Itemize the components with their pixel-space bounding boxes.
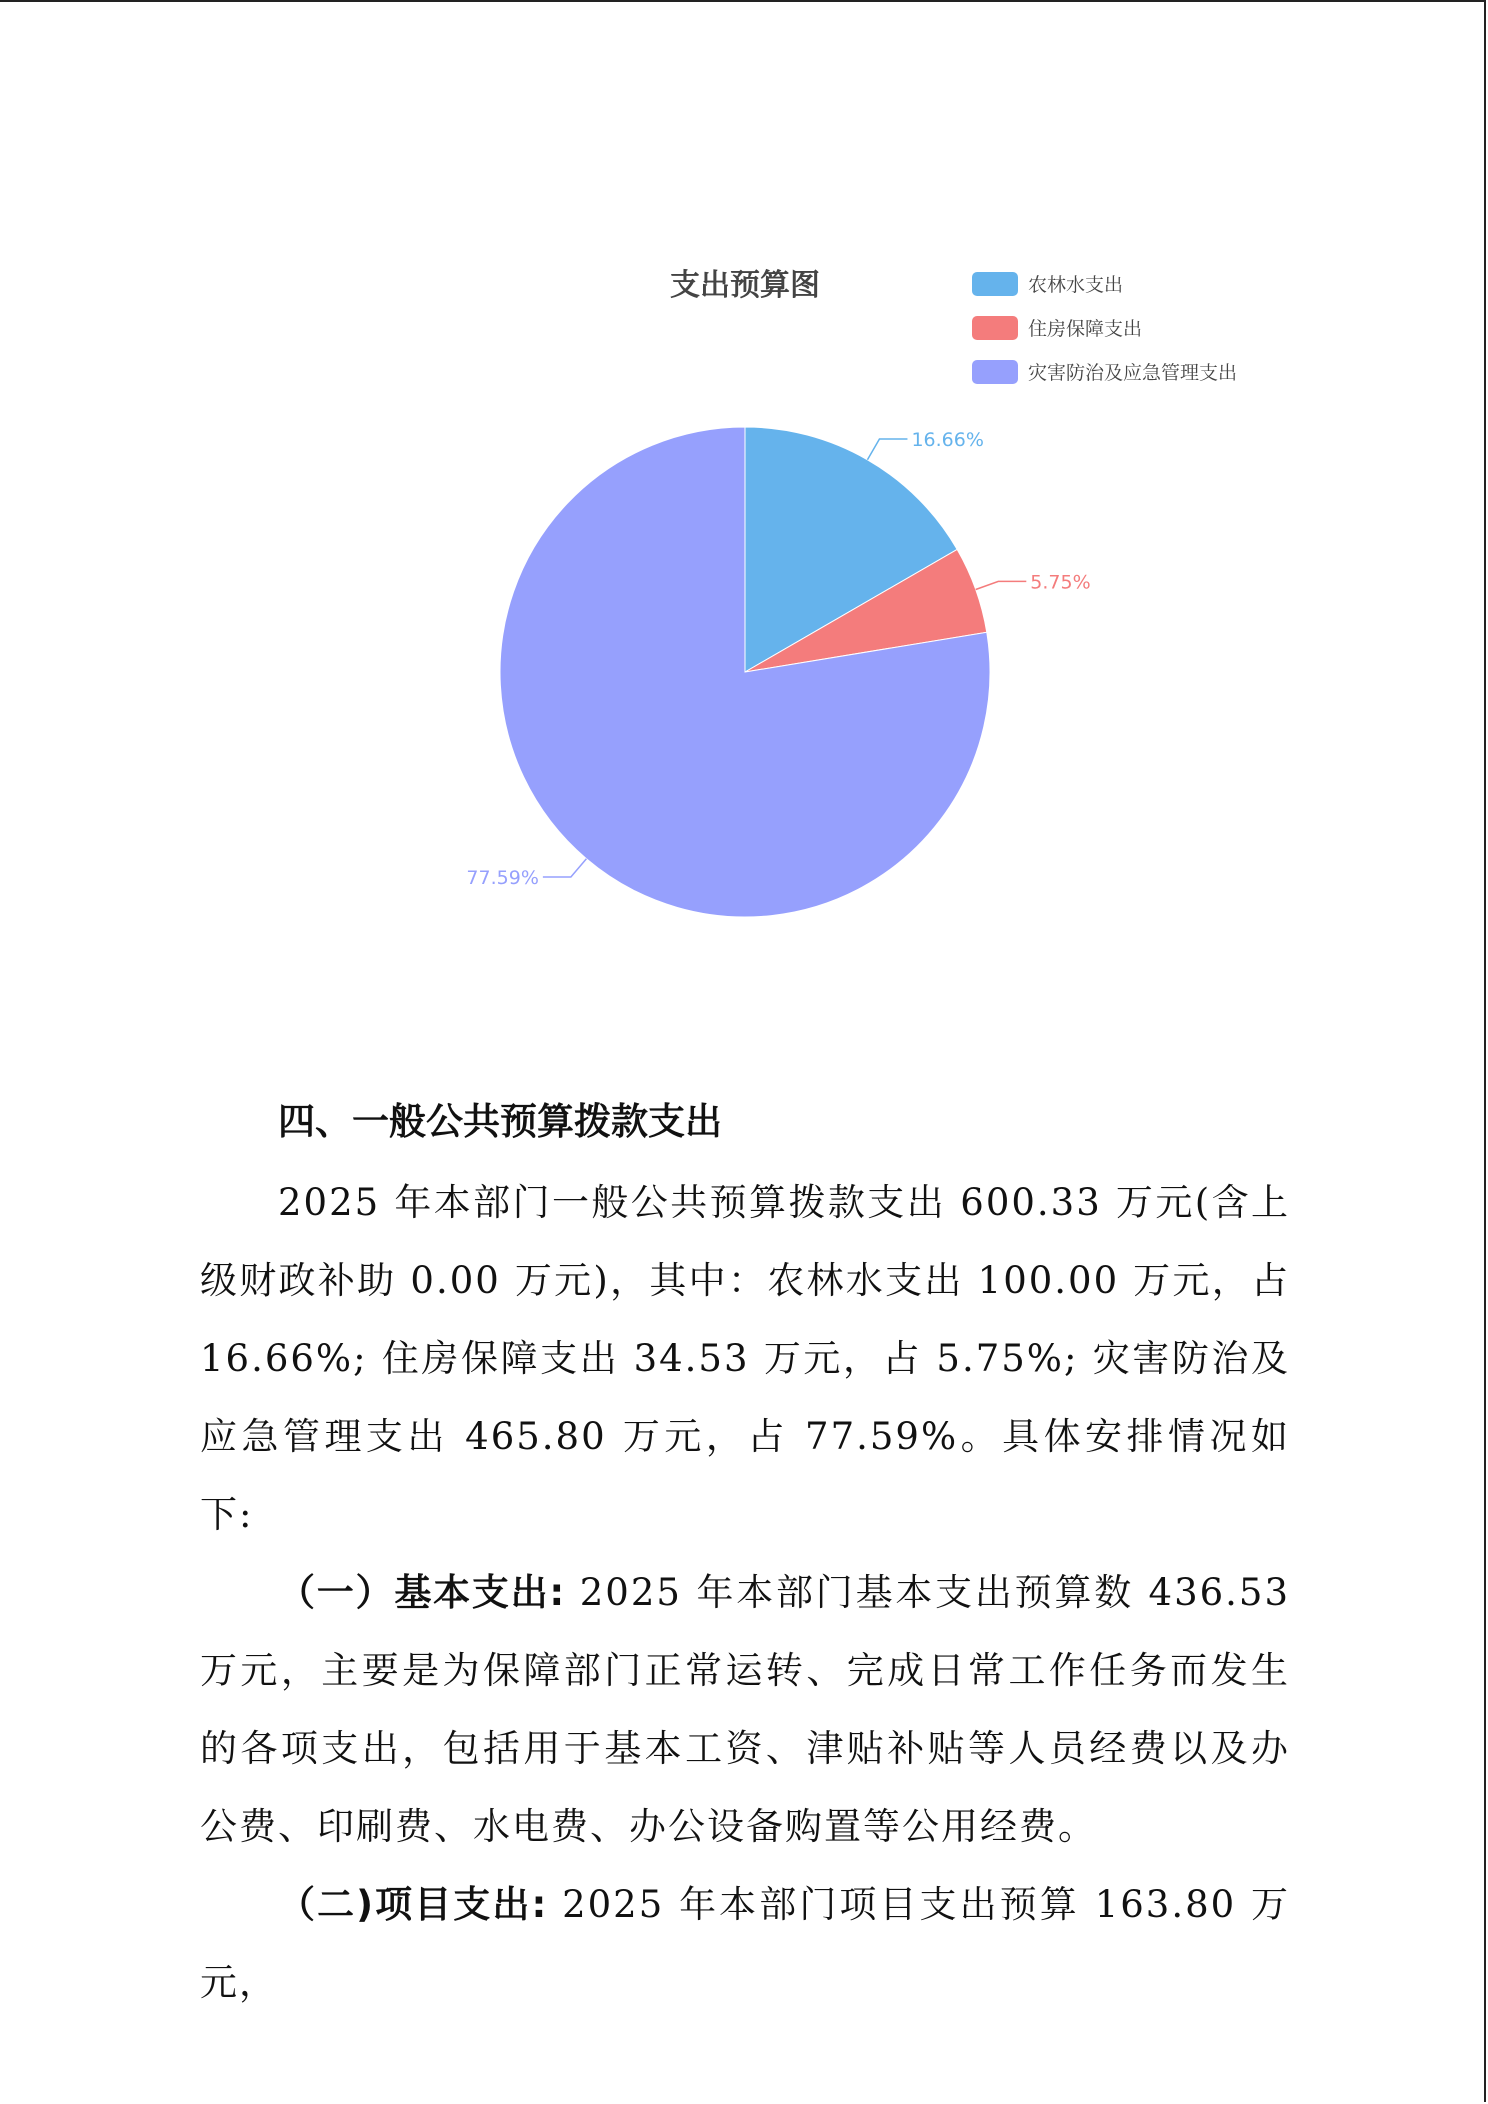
pie-label-housing: 5.75%	[1030, 571, 1091, 594]
paragraph-basic-expenditure	[200, 1554, 1290, 1866]
pie-label-disaster: 77.59%	[466, 867, 539, 890]
pie-leader-housing	[976, 581, 1027, 589]
legend-label-disaster: 灾害防治及应急管理支出	[1028, 362, 1238, 384]
legend-label-housing: 住房保障支出	[1028, 318, 1143, 340]
basic-expenditure-label: （一）基本支出:	[278, 1571, 566, 1614]
legend-swatch-disaster	[972, 360, 1018, 384]
pie-leader-disaster	[543, 859, 587, 877]
pie-label-agriculture: 16.66%	[911, 429, 984, 452]
legend-swatch-agriculture	[972, 272, 1018, 296]
project-expenditure-label: （二)项目支出:	[278, 1883, 548, 1926]
pie-chart	[0, 0, 1488, 1000]
chart-legend	[972, 272, 1237, 384]
paragraph-summary: 2025 年本部门一般公共预算拨款支出 600.33 万元(含上级财政补助 0.00 万元)，其中：农林水支出 100.00 万元，占 16.66%; 住房保障支出 34.53 万元，占 5.75%; 灾害防治及应急管理支出 465.80 万元，占 77.59%。具体安排情况如下:	[200, 1181, 1290, 1536]
legend-label-agriculture: 农林水支出	[1028, 274, 1124, 296]
pie-chart-svg	[0, 0, 1488, 1000]
legend-swatch-housing	[972, 316, 1018, 340]
chart-title: 支出预算图	[670, 268, 820, 303]
pie-slices	[500, 427, 990, 917]
project-expenditure-text: 2025 年本部门项目支出预算 163.80 万元，	[200, 1883, 1290, 2004]
pie-leader-agriculture	[867, 439, 907, 460]
basic-expenditure-text: 2025 年本部门基本支出预算数 436.53 万元，主要是为保障部门正常运转、完成日常工作任务而发生的各项支出，包括用于基本工资、津贴补贴等人员经费以及办公费、印刷费、水电费、办公设备购置等公用经费。	[200, 1571, 1290, 1848]
section-heading: 四、一般公共预算拨款支出	[278, 1100, 722, 1143]
document-body	[200, 1090, 1290, 2022]
paragraph-project-expenditure	[200, 1866, 1290, 2022]
